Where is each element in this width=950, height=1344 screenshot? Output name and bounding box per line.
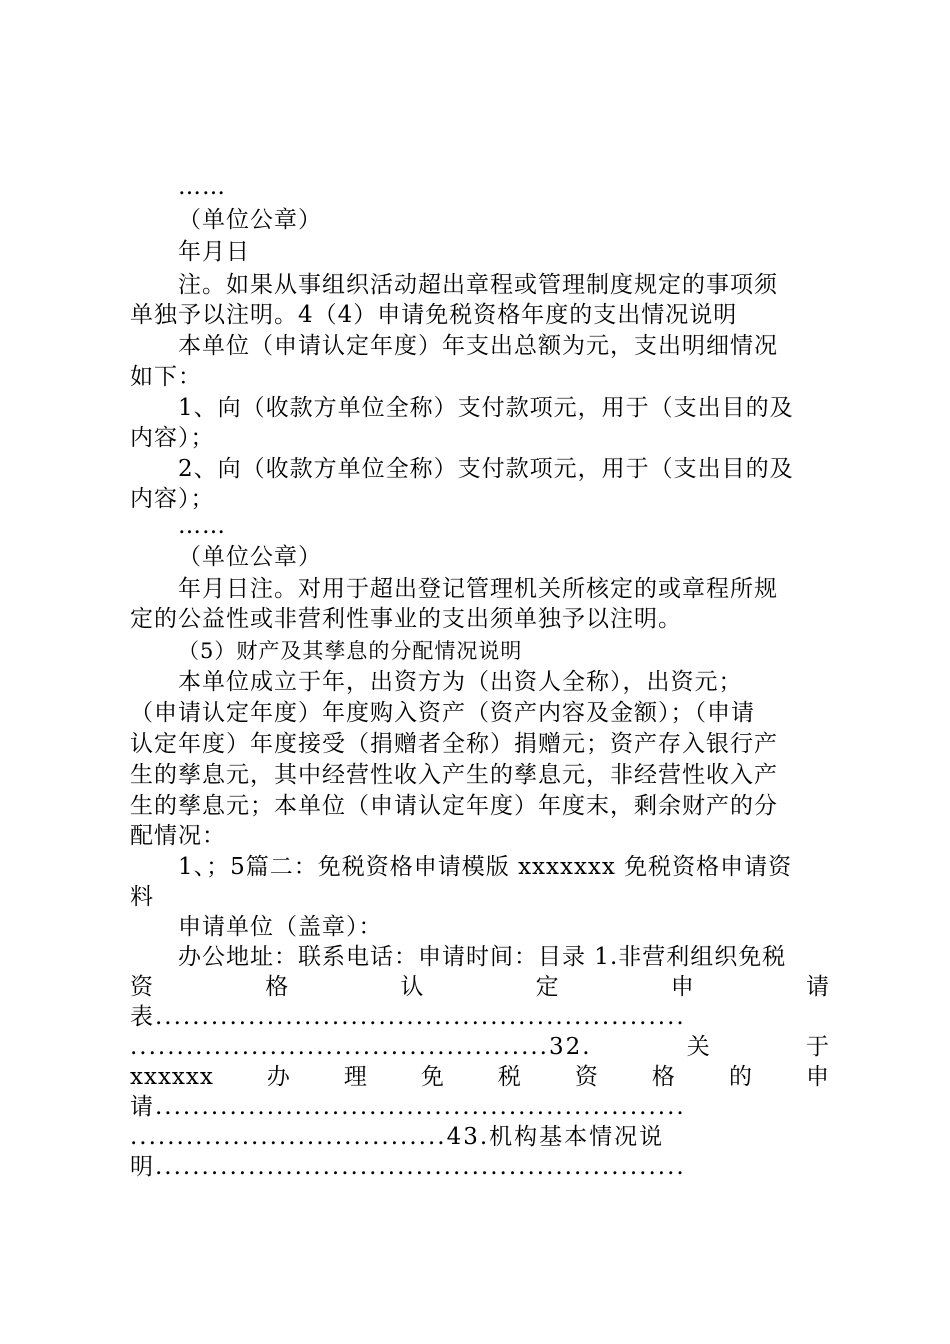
toc-char: 资 (130, 974, 154, 1000)
paragraph-line: 1、；5篇二：免税资格申请模版 xxxxxxx 免税资格申请资 (178, 854, 793, 880)
note-line: 注。如果从事组织活动超出章程或管理制度规定的事项须 (178, 272, 778, 298)
ellipsis: …… (178, 174, 226, 200)
toc-char: 认 (400, 974, 425, 1000)
paragraph-line: 料 (130, 884, 154, 910)
paragraph-line: 配情况： (130, 823, 226, 849)
list-item: 1、向（收款方单位全称）支付款项元，用于（支出目的及 (178, 395, 794, 421)
toc-char: 格 (265, 974, 290, 1000)
toc-word: xxxxxx (130, 1064, 214, 1090)
toc-char: 的 (728, 1064, 753, 1090)
note-line: 年月日注。对用于超出登记管理机关所核定的或章程所规 (178, 576, 778, 602)
paragraph-line: 本单位成立于年，出资方为（出资人全称），出资元； (178, 669, 743, 695)
toc-char: 定 (535, 974, 560, 1000)
paragraph-line: 本单位（申请认定年度）年支出总额为元，支出明细情况 (178, 333, 778, 359)
paragraph-line: 生的孳息元；本单位（申请认定年度）年度末，剩余财产的分 (130, 793, 778, 819)
toc-char: 请 (805, 974, 830, 1000)
toc-char: 格 (651, 1064, 676, 1090)
paragraph-line: （申请认定年度）年度购入资产（资产内容及金额）；（申请 (130, 700, 755, 726)
toc-char: 理 (343, 1064, 368, 1090)
seal-line: （单位公章） (178, 544, 322, 570)
list-item-cont: 内容）； (130, 425, 215, 451)
paragraph-line: 如下： (130, 364, 202, 390)
list-item-cont: 内容）； (130, 486, 215, 512)
toc-leader: 明......................................................... (130, 1154, 686, 1180)
applicant-line: 申请单位（盖章）： (178, 914, 383, 940)
toc-char: 办 (266, 1064, 291, 1090)
date-line: 年月日 (178, 239, 250, 265)
toc-leader: 请......................................................... (130, 1094, 686, 1120)
section-heading: （5）财产及其孳息的分配情况说明 (178, 639, 523, 663)
toc-char: 资 (574, 1064, 599, 1090)
toc-leader: 表......................................................... (130, 1004, 686, 1030)
toc-line: ..................................43.机构基本情况说 (130, 1124, 665, 1150)
note-line-cont: 单独予以注明。4（4）申请免税资格年度的支出情况说明 (130, 302, 738, 328)
list-item: 2、向（收款方单位全称）支付款项元，用于（支出目的及 (178, 456, 794, 482)
toc-char: 税 (497, 1064, 522, 1090)
note-line-cont: 定的公益性或非营利性事业的支出须单独予以注明。 (130, 606, 682, 632)
seal-line: （单位公章） (178, 207, 322, 233)
contact-line: 办公地址：联系电话：申请时间：目录 1.非营利组织免税 (178, 944, 787, 970)
toc-leader: .............................................32. (130, 1034, 592, 1060)
toc-line (130, 1062, 830, 1092)
toc-char: 于 (805, 1034, 830, 1060)
paragraph-line: 生的孳息元，其中经营性收入产生的孳息元，非经营性收入产 (130, 762, 778, 788)
toc-line (130, 972, 830, 1002)
toc-char: 关 (686, 1034, 711, 1060)
toc-char: 免 (420, 1064, 445, 1090)
ellipsis: …… (178, 513, 226, 539)
toc-char: 申 (670, 974, 695, 1000)
paragraph-line: 认定年度）年度接受（捐赠者全称）捐赠元；资产存入银行产 (130, 731, 778, 757)
toc-char: 申 (805, 1064, 830, 1090)
toc-line (130, 1032, 830, 1062)
